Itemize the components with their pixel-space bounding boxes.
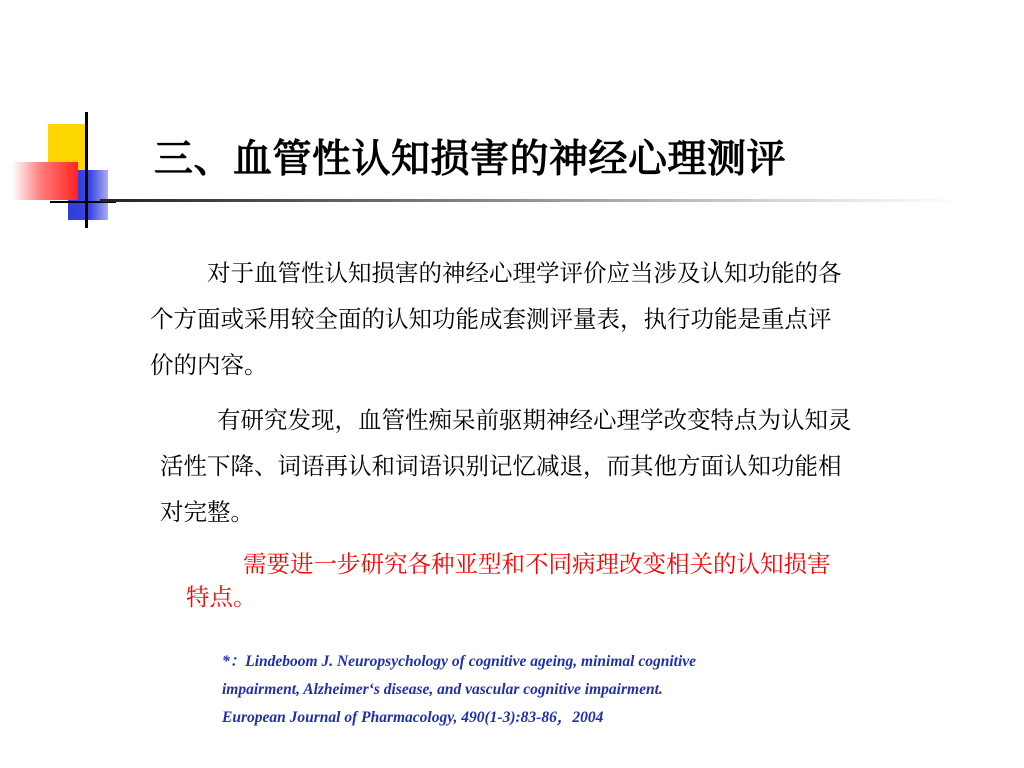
- paragraph-assessment-scope: 对于血管性认知损害的神经心理学评价应当涉及认知功能的各个方面或采用较全面的认知功能成套测评量表，执行功能是重点评价的内容。: [150, 259, 842, 379]
- decor-vertical-line: [85, 112, 88, 228]
- reference-line-1: *：Lindeboom J. Neuropsychology of cognitive ageing, minimal cognitive: [222, 653, 697, 670]
- paragraph-further-research: 需要进一步研究各种亚型和不同病理改变相关的认知损害特点。: [186, 550, 831, 611]
- reference-citation: [222, 648, 902, 732]
- slide-title: 三、血管性认知损害的神经心理测评: [154, 137, 787, 182]
- decor-red-bar: [12, 162, 78, 200]
- paragraph-research-findings: 有研究发现，血管性痴呆前驱期神经心理学改变特点为认知灵活性下降、词语再认和词语识别记忆减退，而其他方面认知功能相对完整。: [160, 406, 852, 526]
- title-underline: [100, 199, 960, 202]
- reference-line-3: European Journal of Pharmacology, 490(1-3):83-86，2004: [222, 709, 604, 726]
- reference-line-2: impairment, Alzheimer‘s disease, and vascular cognitive impairment.: [222, 681, 663, 698]
